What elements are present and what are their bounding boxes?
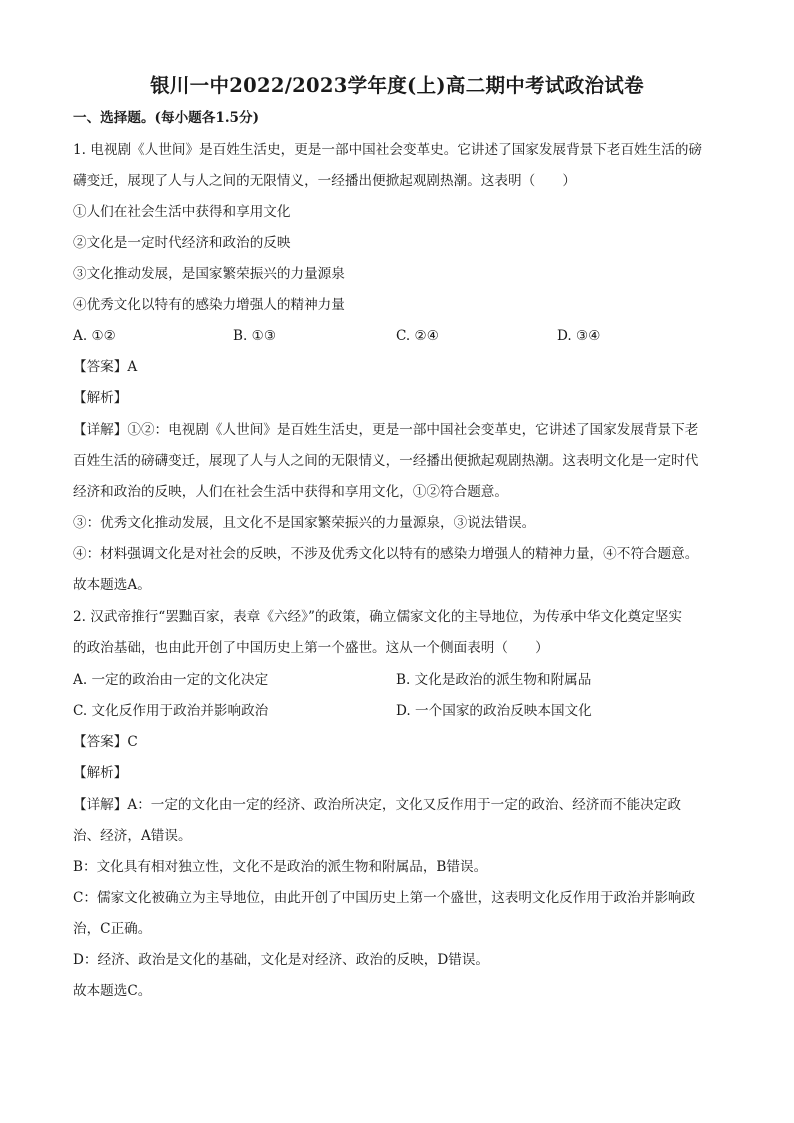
q2-stem-line-1: 2. 汉武帝推行“罢黜百家，表章《六经》”的政策，确立儒家文化的主导地位，为传承中华文化奠定坚实 — [73, 609, 682, 625]
q2-detail-line-2: 治、经济，A错误。 — [73, 828, 192, 844]
q1-option-a: A. ①② — [73, 328, 116, 344]
q1-detail-line-5: ④：材料强调文化是对社会的反映，不涉及优秀文化以特有的感染力增强人的精神力量，④不符合题意。 — [73, 546, 699, 562]
q2-option-d: D. 一个国家的政治反映本国文化 — [396, 703, 592, 719]
q2-detail-line-4: C：儒家文化被确立为主导地位，由此开创了中国历史上第一个盛世，这表明文化反作用于政治并影响政 — [73, 890, 696, 906]
q1-analysis-label: 【解析】 — [73, 390, 128, 406]
q2-detail-line-6: D：经济、政治是文化的基础，文化是对经济、政治的反映，D错误。 — [73, 952, 490, 968]
q1-answer: 【答案】A — [73, 359, 138, 375]
q1-statement-1: ①人们在社会生活中获得和享用文化 — [73, 204, 291, 220]
q1-option-d: D. ③④ — [557, 328, 601, 344]
q2-detail-line-1: 【详解】A：一定的文化由一定的经济、政治所决定，文化又反作用于一定的政治、经济而不能决定政 — [73, 797, 681, 813]
q1-conclusion: 故本题选A。 — [73, 577, 151, 593]
q1-statement-4: ④优秀文化以特有的感染力增强人的精神力量 — [73, 297, 345, 313]
q1-statement-2: ②文化是一定时代经济和政治的反映 — [73, 235, 291, 251]
q2-analysis-label: 【解析】 — [73, 765, 128, 781]
q1-option-b: B. ①③ — [233, 328, 277, 344]
page-title: 银川一中2022/2023学年度(上)高二期中考试政治试卷 — [150, 74, 644, 97]
q1-detail-line-1: 【详解】①②：电视剧《人世间》是百姓生活史，更是一部中国社会变革史，它讲述了国家发展背景下老 — [73, 422, 699, 438]
q1-option-c: C. ②④ — [396, 328, 439, 344]
q1-detail-line-2: 百姓生活的磅礴变迁，展现了人与人之间的无限情义，一经播出便掀起观剧热潮。这表明文化是一定时代 — [73, 453, 699, 469]
q1-detail-line-4: ③：优秀文化推动发展，且文化不是国家繁荣振兴的力量源泉，③说法错误。 — [73, 515, 536, 531]
q2-stem-line-2: 的政治基础，也由此开创了中国历史上第一个盛世。这从一个侧面表明（ ） — [73, 640, 549, 656]
q1-statement-3: ③文化推动发展，是国家繁荣振兴的力量源泉 — [73, 266, 345, 282]
q1-stem-line-1: 1. 电视剧《人世间》是百姓生活史，更是一部中国社会变革史。它讲述了国家发展背景下老百姓生活的磅 — [73, 142, 703, 158]
q2-detail-line-5: 治，C正确。 — [73, 921, 152, 937]
q2-option-c: C. 文化反作用于政治并影响政治 — [73, 703, 269, 719]
q2-option-a: A. 一定的政治由一定的文化决定 — [73, 672, 269, 688]
q2-option-b: B. 文化是政治的派生物和附属品 — [396, 672, 592, 688]
q2-conclusion: 故本题选C。 — [73, 983, 152, 999]
section-heading: 一、选择题。(每小题各1.5分) — [73, 110, 260, 126]
q2-answer: 【答案】C — [73, 734, 138, 750]
q1-detail-line-3: 经济和政治的反映，人们在社会生活中获得和享用文化，①②符合题意。 — [73, 484, 508, 500]
q1-stem-line-2: 礴变迁，展现了人与人之间的无限情义，一经播出便掀起观剧热潮。这表明（ ） — [73, 173, 576, 189]
q2-detail-line-3: B：文化具有相对独立性，文化不是政治的派生物和附属品，B错误。 — [73, 859, 488, 875]
